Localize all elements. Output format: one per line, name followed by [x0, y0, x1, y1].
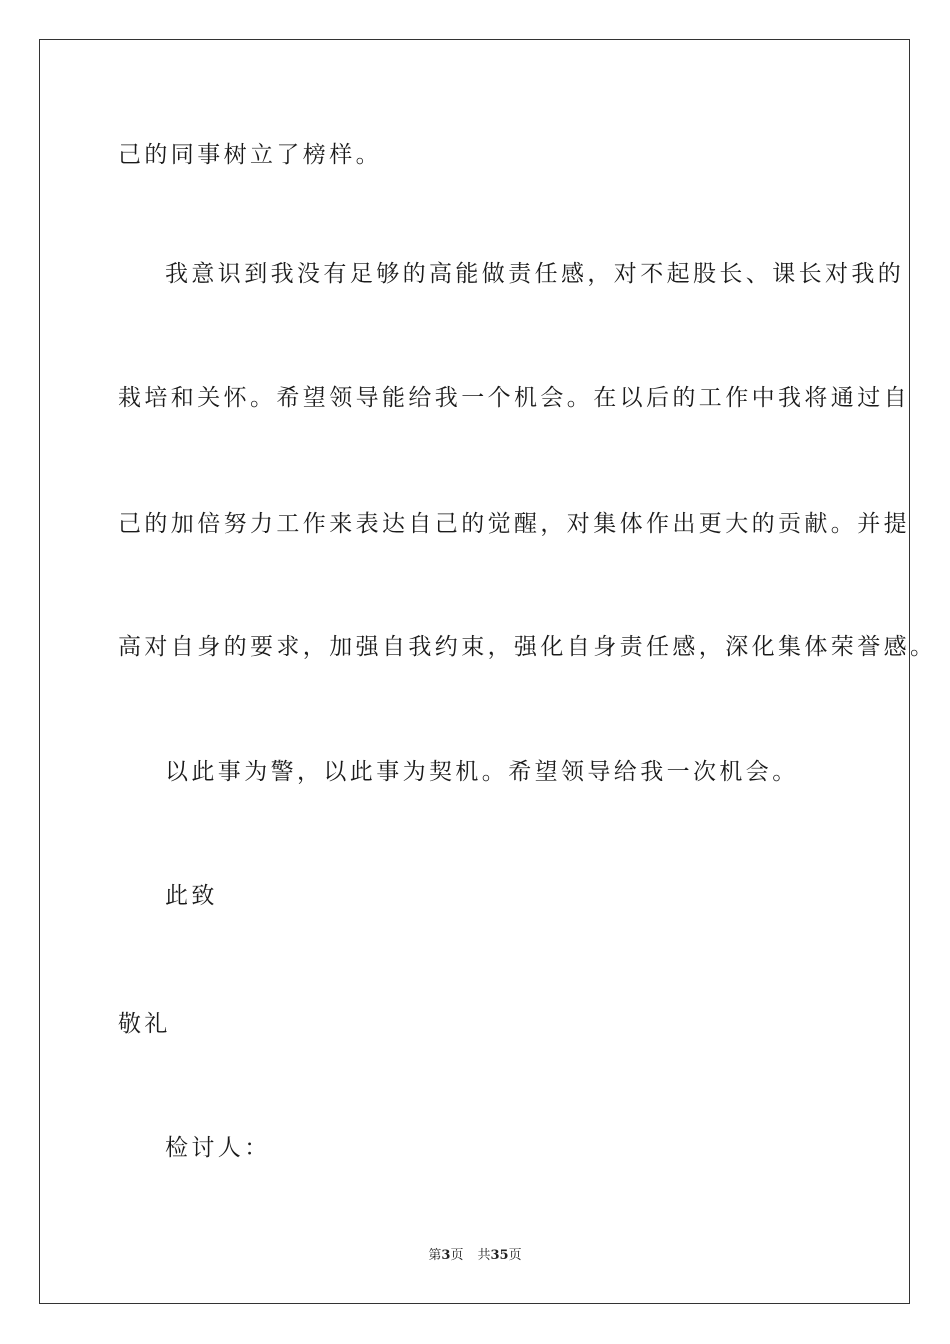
footer-total-suffix: 页: [508, 1248, 522, 1263]
page-footer: [0, 1247, 950, 1265]
text-line-4: 己的加倍努力工作来表达自己的觉醒，对集体作出更大的贡献。并提: [118, 511, 910, 537]
footer-page-number: 3: [441, 1248, 451, 1263]
text-line-3: 栽培和关怀。希望领导能给我一个机会。在以后的工作中我将通过自: [118, 385, 910, 411]
footer-total-pages: 35: [490, 1248, 509, 1263]
page-border: [39, 39, 910, 1304]
signature-label: 检讨人：: [165, 1135, 271, 1161]
text-line-6: 以此事为警，以此事为契机。希望领导给我一次机会。: [165, 759, 799, 785]
footer-page-prefix: 第: [428, 1248, 442, 1263]
salutation-jingli: 敬礼: [118, 1011, 171, 1037]
footer-page-suffix: 页: [450, 1248, 464, 1263]
text-line-5: 高对自身的要求，加强自我约束，强化自身责任感，深化集体荣誉感。: [118, 634, 937, 660]
salutation-cizhi: 此致: [165, 883, 218, 909]
footer-total-prefix: 共: [477, 1248, 491, 1263]
text-line-1: 己的同事树立了榜样。: [118, 142, 382, 168]
text-line-2: 我意识到我没有足够的高能做责任感，对不起股长、课长对我的: [165, 261, 905, 287]
